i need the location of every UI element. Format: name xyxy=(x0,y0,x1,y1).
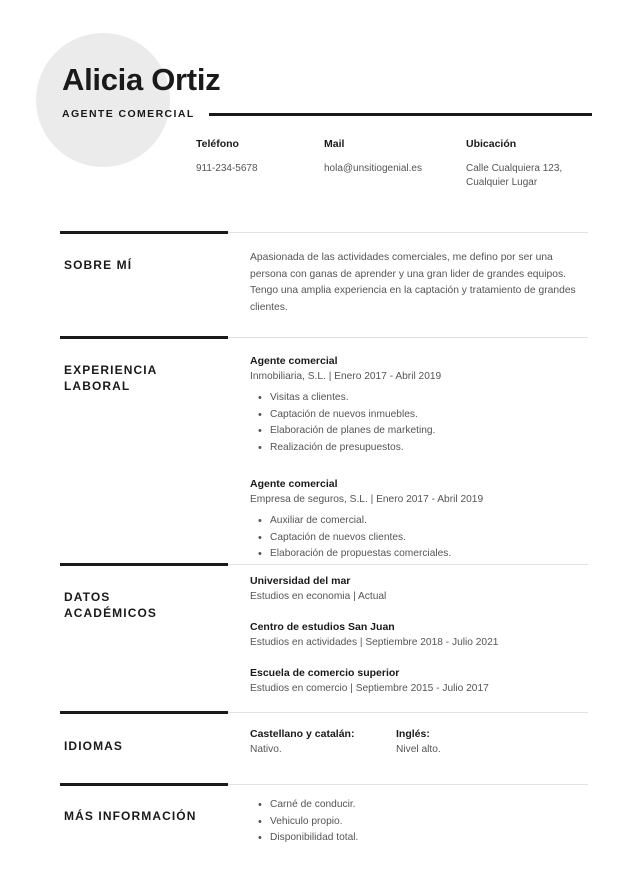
languages-row xyxy=(250,728,590,755)
list-item: • Visitas a clientes. xyxy=(270,390,590,407)
candidate-role: AGENTE COMERCIAL xyxy=(62,108,195,120)
section-body-more-info xyxy=(250,797,590,847)
education-entry xyxy=(250,621,590,650)
section-title-line1: EXPERIENCIA xyxy=(64,363,158,377)
education-school: Centro de estudios San Juan xyxy=(250,621,395,633)
divider-dark-segment xyxy=(60,336,228,339)
divider-light-segment xyxy=(228,564,588,565)
section-divider-about xyxy=(60,231,588,234)
education-entry xyxy=(250,667,590,696)
divider-light-segment xyxy=(228,712,588,713)
section-body-languages xyxy=(250,728,590,755)
contact-phone-label: Teléfono xyxy=(196,138,239,150)
experience-duties-list xyxy=(250,390,590,456)
language-level: Nativo. xyxy=(250,744,282,755)
list-item: • Vehiculo propio. xyxy=(270,814,590,831)
section-body-about xyxy=(250,250,590,316)
more-info-list xyxy=(250,797,590,847)
divider-light-segment xyxy=(228,784,588,785)
about-paragraph: Apasionada de las actividades comerciales, me defino por ser una persona con ganas de aprender y una gran lider de grandes equipos. Tengo una amplia experiencia en la captación y tratamiento de grandes clientes. xyxy=(250,252,576,313)
list-item: • Elaboración de propuestas comerciales. xyxy=(270,546,590,563)
experience-company-dates: Inmobiliaria, S.L. | Enero 2017 - Abril 2019 xyxy=(250,371,442,382)
education-detail: Estudios en economia | Actual xyxy=(250,591,387,602)
divider-dark-segment xyxy=(60,711,228,714)
header-decorative-circle xyxy=(36,33,170,167)
divider-light-segment xyxy=(228,337,588,338)
contact-phone xyxy=(196,138,324,190)
contact-location-label: Ubicación xyxy=(466,138,517,150)
contact-mail-value: hola@unsitiogenial.es xyxy=(324,163,422,174)
experience-job-title: Agente comercial xyxy=(250,355,338,367)
section-divider-education xyxy=(60,563,588,566)
education-detail: Estudios en comercio | Septiembre 2015 - Julio 2017 xyxy=(250,683,489,694)
divider-dark-segment xyxy=(60,231,228,234)
section-title-line2: ACADÉMICOS xyxy=(64,606,158,620)
list-item: • Realización de presupuestos. xyxy=(270,440,590,457)
header-rule xyxy=(209,113,592,116)
education-entry xyxy=(250,575,590,604)
experience-job-title: Agente comercial xyxy=(250,478,338,490)
section-body-experience xyxy=(250,355,590,563)
section-title-experience xyxy=(64,362,244,394)
list-item: • Captación de nuevos clientes. xyxy=(270,530,590,547)
list-item: • Elaboración de planes de marketing. xyxy=(270,423,590,440)
section-title-education xyxy=(64,589,244,621)
language-item xyxy=(396,728,542,755)
language-name: Castellano y catalán: xyxy=(250,728,355,740)
language-level: Nivel alto. xyxy=(396,744,441,755)
divider-dark-segment xyxy=(60,783,228,786)
divider-light-segment xyxy=(228,232,588,233)
contact-location-value: Calle Cualquiera 123, Cualquier Lugar xyxy=(466,163,563,188)
contact-block xyxy=(196,138,592,190)
divider-dark-segment xyxy=(60,563,228,566)
section-divider-experience xyxy=(60,336,588,339)
contact-mail xyxy=(324,138,466,190)
contact-mail-label: Mail xyxy=(324,138,345,150)
section-divider-more-info xyxy=(60,783,588,786)
experience-entry xyxy=(250,478,590,563)
contact-location xyxy=(466,138,592,190)
section-title-line1: DATOS xyxy=(64,590,111,604)
education-school: Escuela de comercio superior xyxy=(250,667,400,679)
list-item: • Disponibilidad total. xyxy=(270,830,590,847)
list-item: • Carné de conducir. xyxy=(270,797,590,814)
language-item xyxy=(250,728,396,755)
experience-company-dates: Empresa de seguros, S.L. | Enero 2017 - Abril 2019 xyxy=(250,494,484,505)
section-divider-languages xyxy=(60,711,588,714)
list-item: • Captación de nuevos inmuebles. xyxy=(270,407,590,424)
contact-phone-value: 911-234-5678 xyxy=(196,163,258,174)
section-title-languages: IDIOMAS xyxy=(64,739,124,753)
language-name: Inglés: xyxy=(396,728,430,740)
list-item: • Auxiliar de comercial. xyxy=(270,513,590,530)
candidate-name: Alicia Ortiz xyxy=(62,62,221,97)
education-school: Universidad del mar xyxy=(250,575,351,587)
section-body-education xyxy=(250,575,590,696)
education-detail: Estudios en actividades | Septiembre 2018 - Julio 2021 xyxy=(250,637,499,648)
section-title-about: SOBRE MÍ xyxy=(64,258,133,272)
section-title-more-info: MÁS INFORMACIÓN xyxy=(64,809,197,823)
role-row xyxy=(62,108,592,120)
experience-entry xyxy=(250,355,590,456)
section-title-line2: LABORAL xyxy=(64,379,131,393)
experience-duties-list xyxy=(250,513,590,563)
